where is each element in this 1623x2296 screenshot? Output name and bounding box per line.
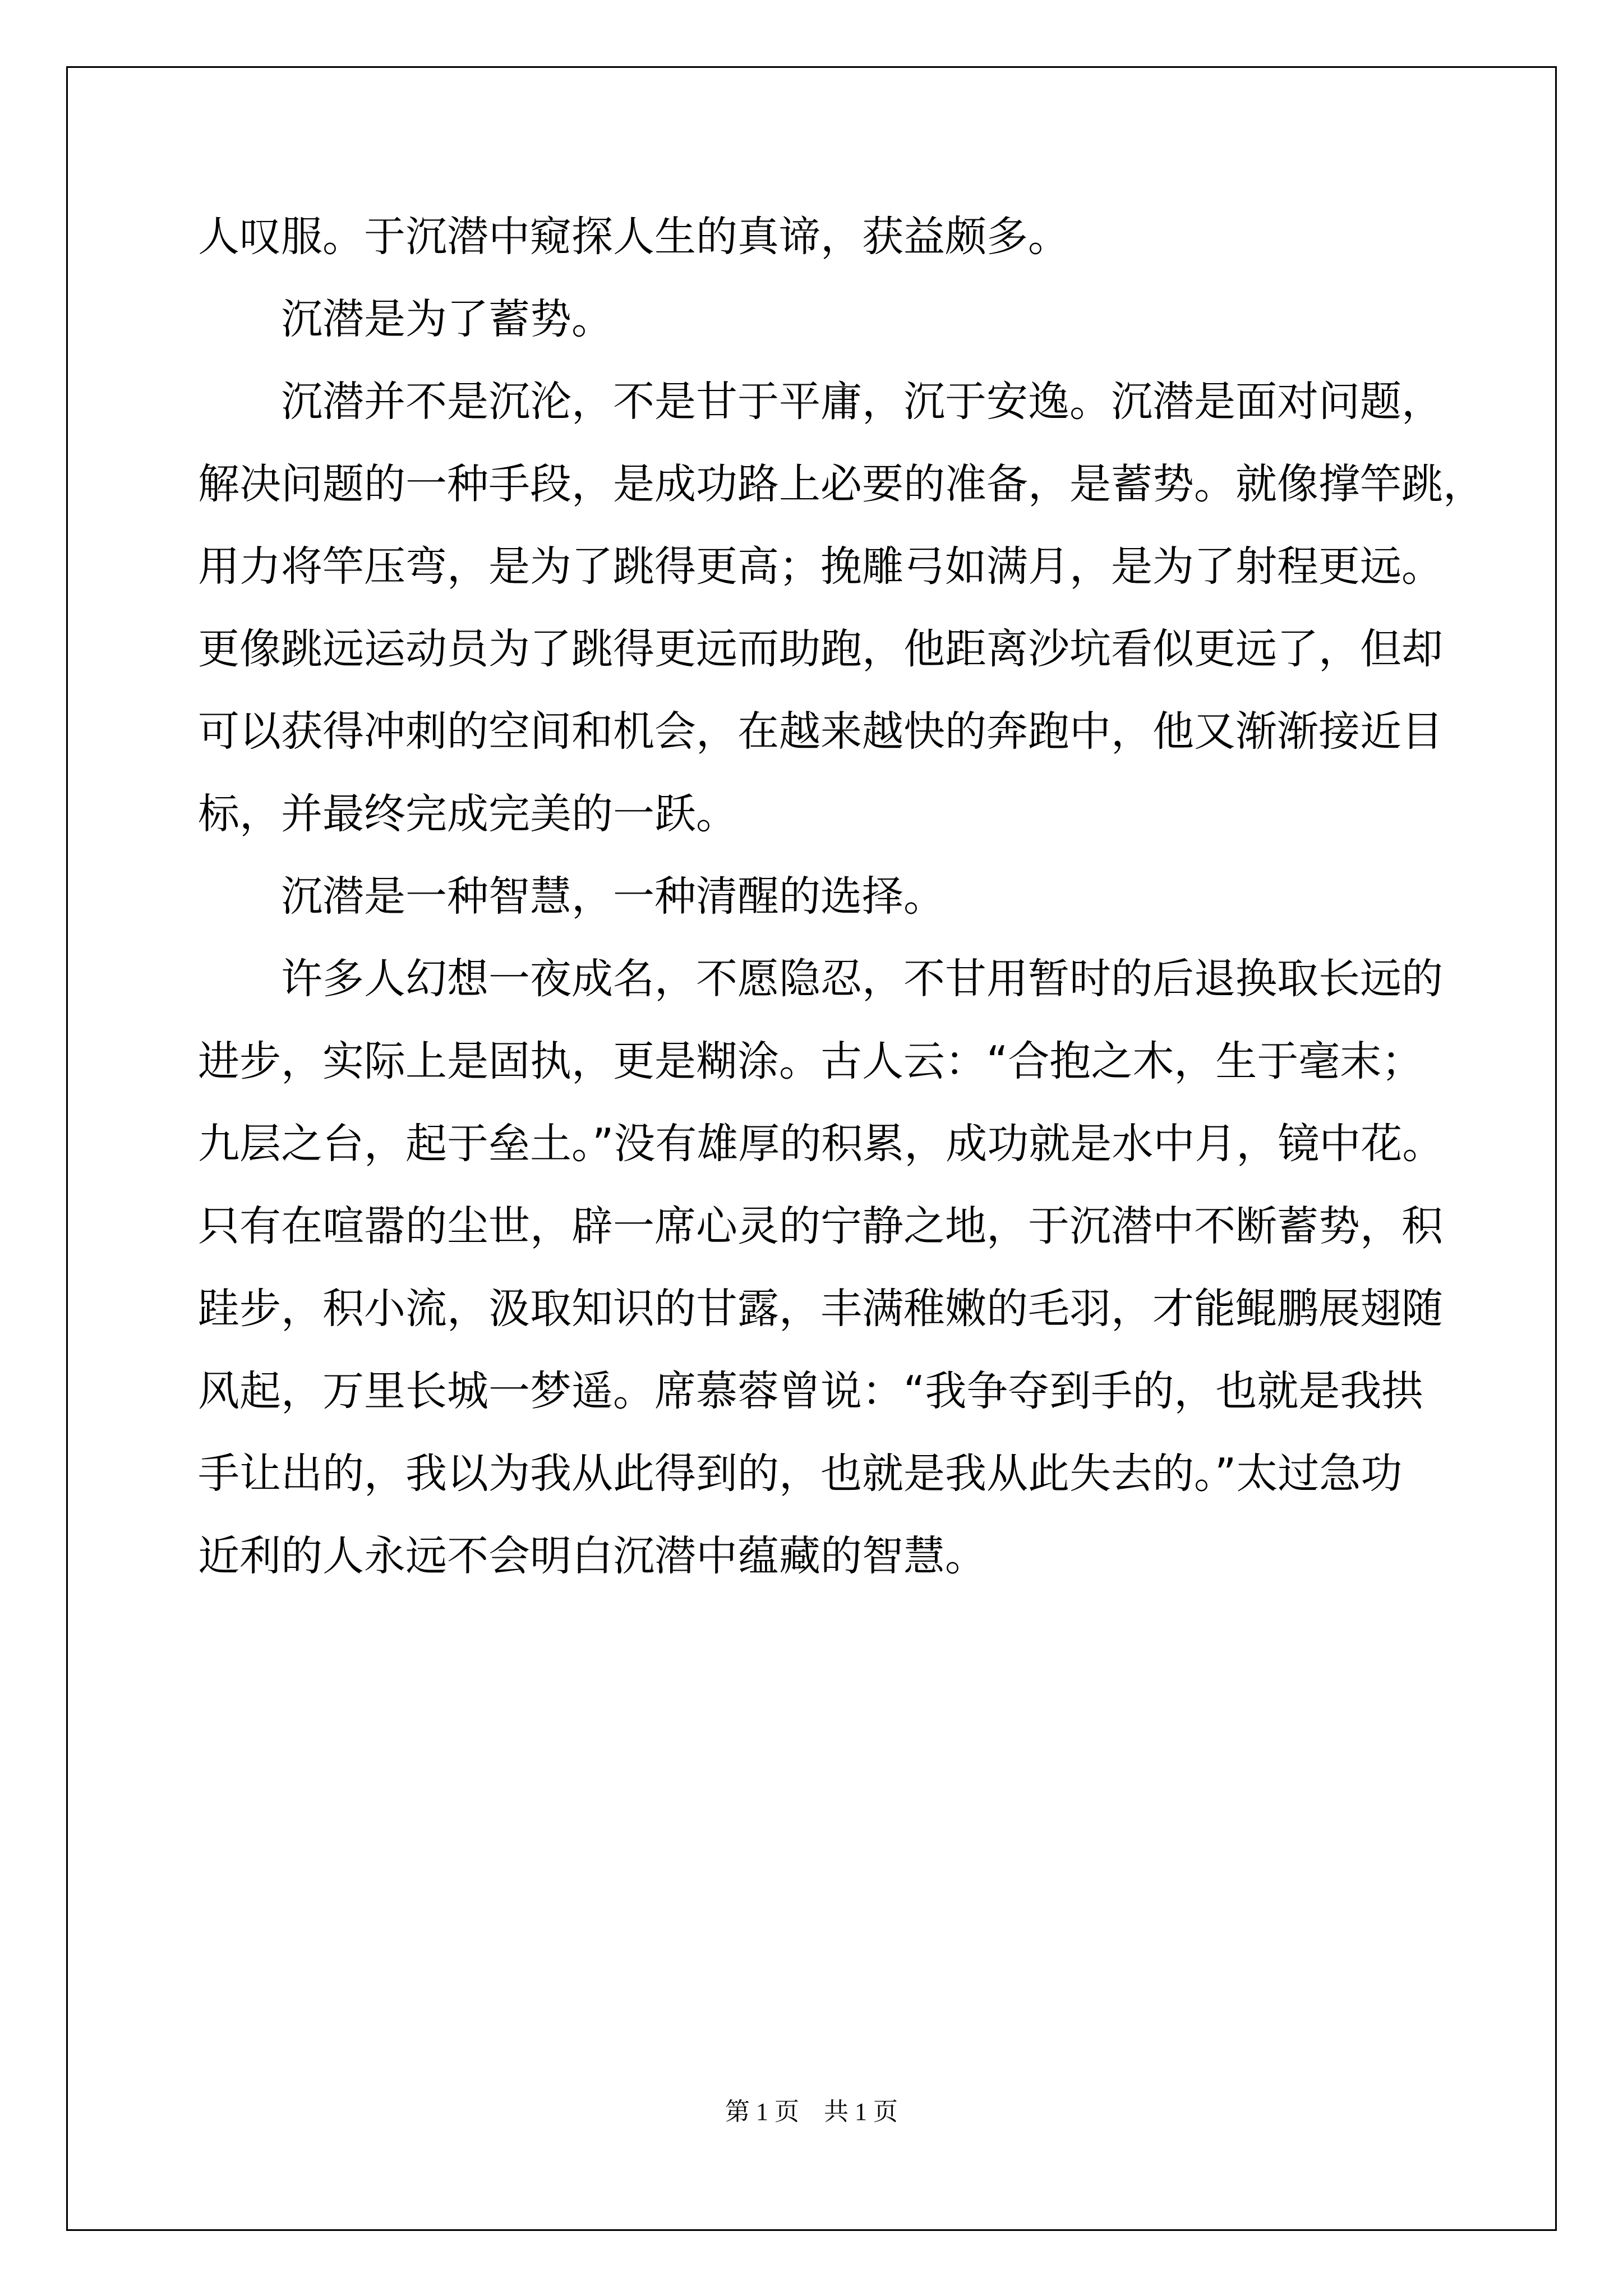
text-line: 许多人幻想一夜成名，不愿隐忍，不甘用暂时的后退换取长远的: [281, 955, 1443, 1003]
text-line: 跬步，积小流，汲取知识的甘露，丰满稚嫩的毛羽，才能鲲鹏展翅随: [198, 1285, 1443, 1333]
text-line: 近利的人永远不会明白沉潜中蕴藏的智慧。: [198, 1532, 986, 1580]
text-line: 可以获得冲刺的空间和机会，在越来越快的奔跑中，他又渐渐接近目: [198, 707, 1443, 756]
text-line: 进步，实际上是固执，更是糊涂。古人云：“合抱之木，生于毫末；: [198, 1037, 1423, 1085]
text-line: 九层之台，起于垒土。”没有雄厚的积累，成功就是水中月，镜中花。: [198, 1120, 1444, 1168]
text-line: 人叹服。于沉潜中窥探人生的真谛，获益颇多。: [198, 213, 1069, 261]
text-line: 更像跳远运动员为了跳得更远而助跑，他距离沙坑看似更远了，但却: [198, 625, 1443, 673]
page-number: 第 1 页 共 1 页: [725, 2098, 898, 2125]
text-line: 用力将竿压弯，是为了跳得更高；挽雕弓如满月，是为了射程更远。: [198, 542, 1443, 591]
text-line: 沉潜是一种智慧，一种清醒的选择。: [281, 872, 945, 921]
text-line: 手让出的，我以为我从此得到的，也就是我从此失去的。”太过急功: [198, 1450, 1403, 1498]
text-line: 风起，万里长城一梦遥。席慕蓉曾说：“我争夺到手的，也就是我拱: [198, 1367, 1423, 1415]
text-line: 标，并最终完成完美的一跃。: [198, 790, 737, 838]
text-line: 沉潜是为了蓄势。: [281, 295, 613, 343]
text-line: 只有在喧嚣的尘世，辟一席心灵的宁静之地，于沉潜中不断蓄势，积: [198, 1202, 1443, 1250]
text-line: 沉潜并不是沉沦，不是甘于平庸，沉于安逸。沉潜是面对问题，: [281, 378, 1443, 426]
text-line: 解决问题的一种手段，是成功路上必要的准备，是蓄势。就像撑竿跳，: [198, 460, 1484, 508]
